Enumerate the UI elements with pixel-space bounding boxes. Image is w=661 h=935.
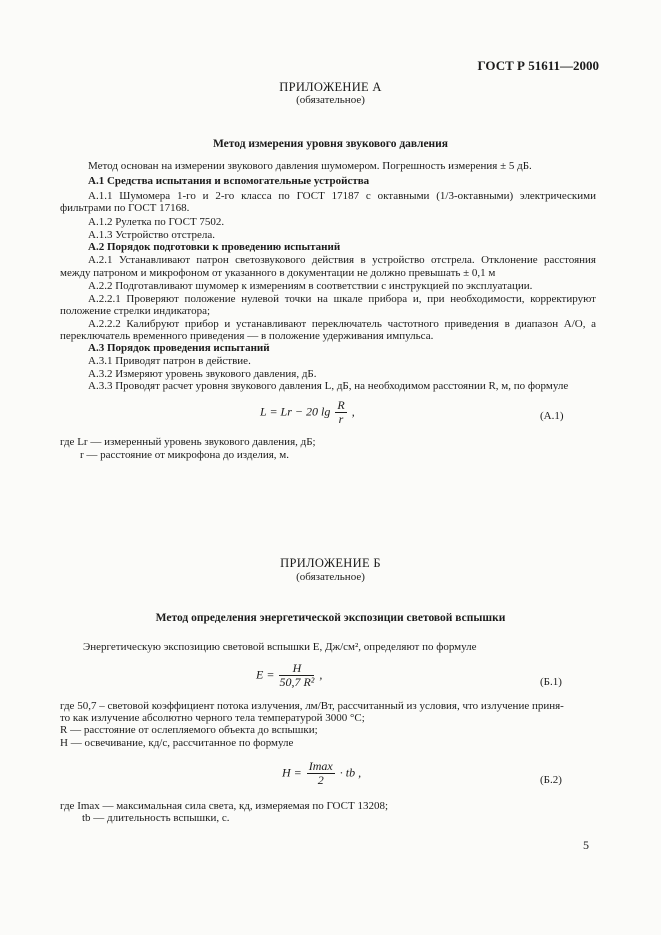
appendix-a-status: (обязательное) — [296, 94, 365, 106]
para-a13: А.1.3 Устройство отстрела. — [88, 229, 216, 241]
where-b2-line2: tb — длительность вспышки, с. — [82, 812, 230, 824]
formula-a1-tail: , — [351, 404, 355, 419]
appendix-a-intro: Метод основан на измерении звукового давления шумомером. Погрешность измерения ± 5 дБ. — [88, 160, 532, 172]
where-a-line1: где Lr — измеренный уровень звукового давления, дБ; — [60, 436, 316, 448]
section-a3-title: А.3 Порядок проведения испытаний — [88, 342, 270, 354]
where-b1-line2: то как излучение абсолютно черного тела температурой 3000 °С; — [60, 712, 365, 724]
appendix-b-intro: Энергетическую экспозицию световой вспышки E, Дж/см², определяют по формуле — [83, 641, 477, 653]
appendix-a-heading: Метод измерения уровня звукового давления — [212, 138, 449, 150]
appendix-a-title: ПРИЛОЖЕНИЕ А — [279, 80, 382, 94]
para-a221-line1: А.2.2.1 Проверяют положение нулевой точки на шкале прибора и, при необходимости, корректируют — [88, 293, 596, 305]
formula-b2 — [282, 760, 361, 787]
para-a21-line2: между патроном и микрофоном от указанного в документации не должно превышать ± 0,1 м — [60, 267, 496, 279]
formula-b2-tail: · tb , — [339, 765, 362, 780]
formula-b1-numerator: H — [279, 662, 314, 676]
formula-a1-denominator: r — [338, 412, 344, 426]
section-a2-title: А.2 Порядок подготовки к проведению испытаний — [88, 241, 341, 253]
formula-b2-numerator: Imax — [308, 759, 333, 773]
formula-b1-fraction — [279, 662, 314, 689]
appendix-b-status: (обязательное) — [296, 571, 365, 583]
para-a31: А.3.1 Приводят патрон в действие. — [88, 355, 251, 367]
doc-number-header: ГОСТ Р 51611—2000 — [477, 58, 599, 73]
formula-a1 — [260, 399, 355, 426]
formula-a1-numerator: R — [337, 398, 345, 412]
para-a11-line2: фильтрами по ГОСТ 17168. — [60, 202, 190, 214]
appendix-b-heading: Метод определения энергетической экспозиции световой вспышки — [155, 612, 506, 624]
para-a221-line2: положение стрелки индикатора; — [60, 305, 211, 317]
para-a222-line1: А.2.2.2 Калибруют прибор и устанавливают переключатель частотного приведения в диапазон А/О, а — [88, 318, 596, 330]
formula-b1 — [256, 662, 322, 689]
formula-b1-lhs: E = — [256, 667, 275, 682]
para-a21-line1: А.2.1 Устанавливают патрон светозвукового действия в устройство отстрела. Отклонение расстояния — [88, 254, 596, 266]
where-b1-line1: где 50,7 – световой коэффициент потока излучения, лм/Вт, рассчитанный из условия, что излучение приня- — [60, 700, 564, 712]
appendix-b-title: ПРИЛОЖЕНИЕ Б — [280, 556, 381, 570]
where-b2-line1: где Imax — максимальная сила света, кд, измеряемая по ГОСТ 13208; — [60, 800, 389, 812]
where-b1-line4: H — освечивание, кд/с, рассчитанное по формуле — [60, 737, 294, 749]
para-a22: А.2.2 Подготавливают шумомер к измерениям в соответствии с инструкцией по эксплуатации. — [88, 280, 533, 292]
para-a11-line1: А.1.1 Шумомера 1-го и 2-го класса по ГОСТ 17187 с октавными (1/3-октавными) электрическими — [88, 190, 596, 202]
formula-b2-fraction — [307, 760, 335, 787]
page-number: 5 — [583, 838, 589, 852]
para-a222-line2: переключатель временного приведения — в положение удерживания импульса. — [60, 330, 434, 342]
para-a32: А.3.2 Измеряют уровень звукового давления, дБ. — [88, 368, 317, 380]
para-a33: А.3.3 Проводят расчет уровня звукового давления L, дБ, на необходимом расстоянии R, м, по формуле — [88, 380, 569, 392]
formula-b2-number: (Б.2) — [540, 774, 562, 786]
where-b1-line3: R — расстояние от ослепляемого объекта до вспышки; — [60, 724, 318, 736]
formula-a1-lhs: L = Lr − 20 lg — [260, 404, 331, 419]
section-a1-title: А.1 Средства испытания и вспомогательные устройства — [88, 175, 370, 187]
formula-b1-tail: , — [319, 667, 323, 682]
formula-b2-lhs: H = — [282, 765, 302, 780]
formula-b2-denominator: 2 — [317, 773, 324, 787]
formula-a1-number: (А.1) — [540, 410, 564, 422]
where-a-line2: r — расстояние от микрофона до изделия, м. — [80, 449, 289, 461]
formula-a1-fraction — [335, 399, 346, 426]
para-a12: А.1.2 Рулетка по ГОСТ 7502. — [88, 216, 225, 228]
formula-b1-denominator: 50,7 R² — [279, 675, 315, 689]
formula-b1-number: (Б.1) — [540, 676, 562, 688]
